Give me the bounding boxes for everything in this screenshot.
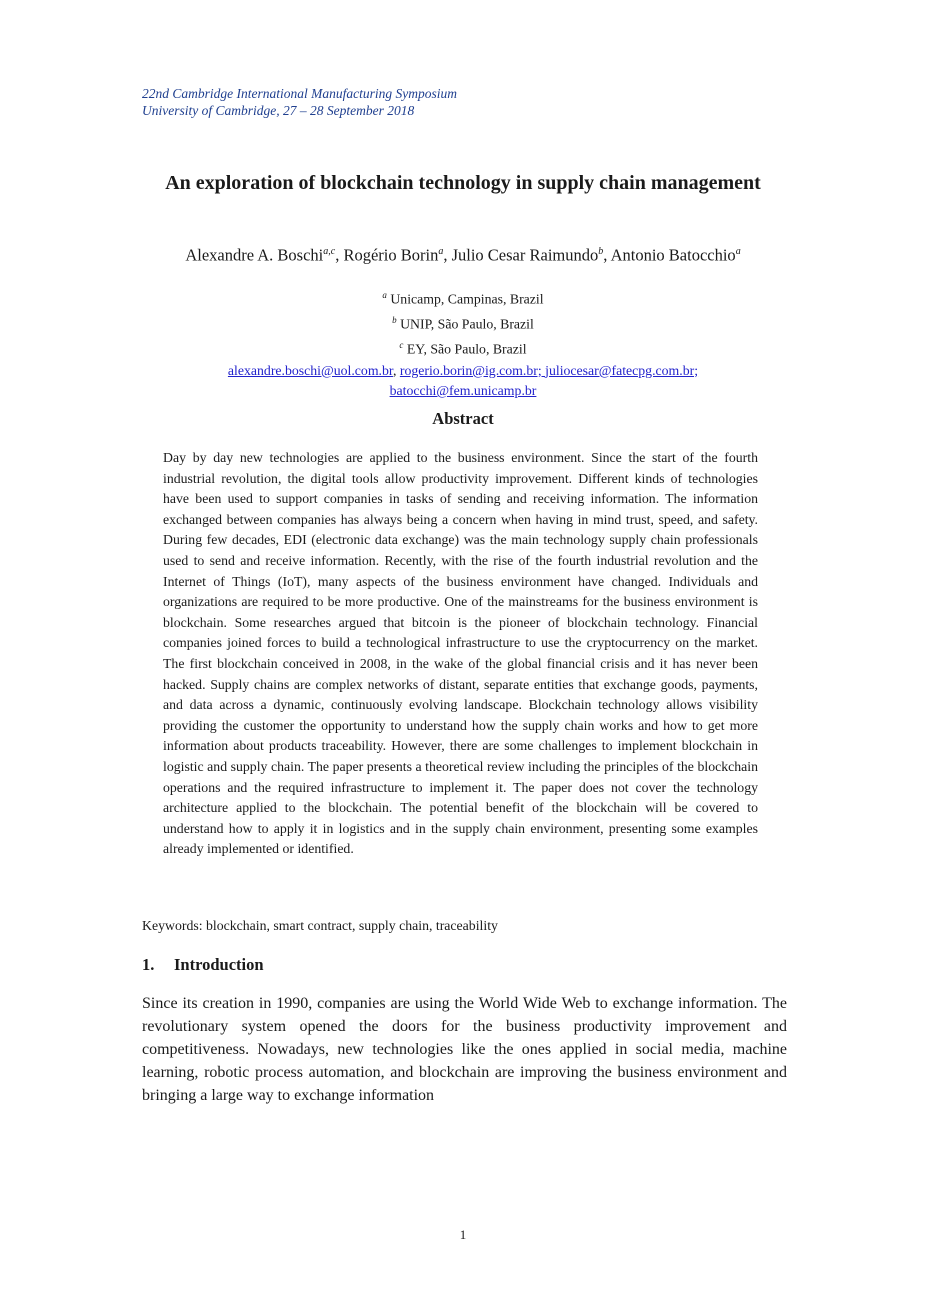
abstract-body: Day by day new technologies are applied to the business environment. Since the start of the fourth industrial revolution, the digital tools allow productivity improvement. Different kinds of technologies have been used to support companies in tasks of sending and receiving information. The information exchanged between companies has always being a concern when having in mind trust, speed, and safety. During few decades, EDI (electronic data exchange) was the main technology supply chain professionals used to send and receive information. Recently, with the rise of the fourth industrial revolution and the Internet of Things (IoT), many aspects of the business environment have changed. Individuals and organizations are required to be more productive. One of the mainstreams for the business environment is blockchain. Some researches argued that bitcoin is the pioneer of blockchain technology. Financial companies joined forces to build a technological infrastructure to use the cryptocurrency on the market. The first blockchain conceived in 2008, in the wake of the global financial crisis and it has never been hacked. Supply chains are complex networks of distant, separate entities that exchange goods, payments, and data across a dynamic, continuously evolving landscape. Blockchain technology allows visibility providing the customer the opportunity to understand how the supply chain works and how to get more information about products traceability. However, there are some challenges to implement blockchain in logistic and supply chain. The paper presents a theoretical review including the principles of the blockchain operations and the required infrastructure to implement it. The paper does not cover the technology architecture applied to the blockchain. The potential benefit of the blockchain will be covered to understand how to apply it in logistics and in the supply chain environment, presenting some examples already implemented or identified. bbox=[163, 450, 758, 857]
conference-name: 22nd Cambridge International Manufacturing Symposium bbox=[142, 86, 457, 101]
author-separator: , bbox=[335, 245, 344, 265]
author-affiliation-mark: a,c bbox=[323, 246, 336, 257]
affiliation-mark: b bbox=[392, 315, 397, 326]
affiliation-text: Unicamp, Campinas, Brazil bbox=[386, 291, 544, 307]
author-name: Alexandre A. Boschi bbox=[185, 245, 324, 265]
affiliations bbox=[120, 285, 806, 402]
author-affiliation-mark: a bbox=[735, 246, 741, 257]
keywords: Keywords: blockchain, smart contract, supply chain, traceability bbox=[142, 918, 498, 933]
email-link[interactable]: alexandre.boschi@uol.com.br bbox=[227, 362, 393, 378]
affiliation-text: UNIP, São Paulo, Brazil bbox=[396, 316, 534, 332]
author-name: Julio Cesar Raimundo bbox=[451, 245, 599, 265]
email-separator: , bbox=[392, 362, 400, 378]
email-line bbox=[120, 361, 806, 382]
email-link[interactable]: rogerio.borin@ig.com.br; juliocesar@fatecpg.com.br; bbox=[399, 362, 699, 378]
email-line bbox=[120, 381, 806, 402]
affiliation-line bbox=[120, 285, 806, 310]
conference-venue: University of Cambridge, 27 – 28 September 2018 bbox=[142, 103, 415, 118]
paper-title: An exploration of blockchain technology in supply chain management bbox=[165, 172, 761, 194]
author-separator: , bbox=[443, 245, 452, 265]
page-number: 1 bbox=[459, 1227, 467, 1242]
author-list bbox=[100, 241, 826, 267]
introduction-body: Since its creation in 1990, companies are using the World Wide Web to exchange information. The revolutionary system opened the doors for the business productivity improvement and competitiveness. Nowadays, new technologies like the ones applied in social media, machine learning, robotic process automation, and blockchain are improving the business environment and bringing a large way to exchange information bbox=[142, 995, 787, 1104]
conference-header bbox=[142, 85, 457, 119]
affiliation-line bbox=[120, 335, 806, 360]
email-link[interactable]: batocchi@fem.unicamp.br bbox=[389, 383, 537, 399]
affiliation-mark: a bbox=[382, 290, 387, 300]
author-name: Antonio Batocchio bbox=[610, 245, 736, 265]
section-number: 1. bbox=[142, 955, 155, 974]
author-separator: , bbox=[603, 245, 611, 265]
author-affiliation-mark: b bbox=[598, 246, 604, 257]
affiliation-text: EY, São Paulo, Brazil bbox=[403, 341, 527, 357]
section-heading-introduction bbox=[142, 955, 264, 975]
affiliation-mark: c bbox=[399, 340, 404, 351]
abstract-heading: Abstract bbox=[432, 409, 494, 428]
affiliation-line bbox=[120, 310, 806, 335]
section-title: Introduction bbox=[174, 955, 264, 974]
author-name: Rogério Borin bbox=[343, 245, 439, 265]
author-affiliation-mark: a bbox=[438, 246, 444, 257]
